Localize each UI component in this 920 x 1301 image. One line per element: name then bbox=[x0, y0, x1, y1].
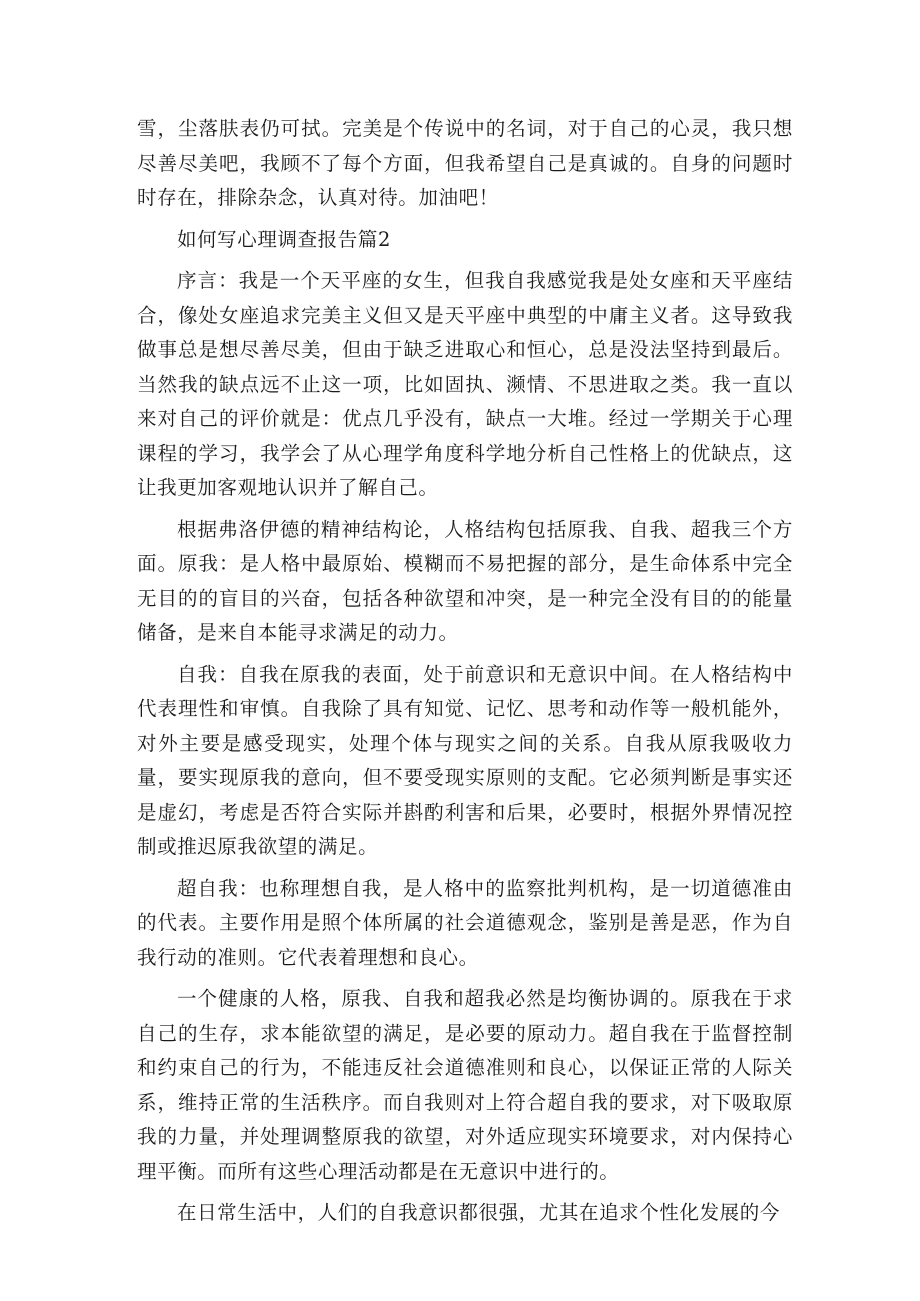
paragraph-freud-structure: 根据弗洛伊德的精神结构论，人格结构包括原我、自我、超我三个方面。原我：是人格中最原始、模糊而不易把握的部分，是生命体系中完全无目的的盲目的兴奋，包括各种欲望和冲突，是一种完全没有目的的能量储备，是来自本能寻求满足的动力。 bbox=[137, 517, 793, 644]
paragraph-superego: 超自我：也称理想自我，是人格中的监察批判机构，是一切道德准由的代表。主要作用是照个体所属的社会道德观念，鉴别是善是恶，作为自我行动的准则。它代表着理想和良心。 bbox=[137, 876, 793, 969]
paragraph-preface: 序言：我是一个天平座的女生，但我自我感觉我是处女座和天平座结合，像处女座追求完美主义但又是天平座中典型的中庸主义者。这导致我做事总是想尽善尽美，但由于缺乏进取心和恒心，总是没法坚持到最后。当然我的缺点远不止这一项，比如固执、濒情、不思进取之类。我一直以来对自己的评价就是：优点几乎没有，缺点一大堆。经过一学期关于心理课程的学习，我学会了从心理学角度科学地分析自己性格上的优缺点，这让我更加客观地认识并了解自己。 bbox=[137, 269, 793, 499]
paragraph-healthy-personality: 一个健康的人格，原我、自我和超我必然是均衡协调的。原我在于求自己的生存，求本能欲望的满足，是必要的原动力。超自我在于监督控制和约束自己的行为，不能违反社会道德准则和良心，以保证正常的人际关系，维持正常的生活秩序。而自我则对上符合超自我的要求，对下吸取原我的力量，并处理调整原我的欲望，对外适应现实环境要求，对内保持心理平衡。而所有这些心理活动都是在无意识中进行的。 bbox=[137, 987, 793, 1183]
document-body bbox=[137, 112, 793, 1231]
section-heading: 如何写心理调查报告篇2 bbox=[176, 227, 391, 251]
paragraph-ego: 自我：自我在原我的表面，处于前意识和无意识中间。在人格结构中代表理性和审慎。自我除了具有知觉、记忆、思考和动作等一般机能外，对外主要是感受现实，处理个体与现实之间的关系。自我从原我吸收力量，要实现原我的意向，但不要受现实原则的支配。它必须判断是事实还是虚幻，考虑是否符合实际并斟酌利害和后果，必要时，根据外界情况控制或推迟原我欲望的满足。 bbox=[137, 662, 793, 858]
paragraph-daily-life: 在日常生活中，人们的自我意识都很强，尤其在追求个性化发展的今 bbox=[176, 1201, 780, 1224]
paragraph-continuation: 雪，尘落肤表仍可拭。完美是个传说中的名词，对于自己的心灵，我只想尽善尽美吧，我顾不了每个方面，但我希望自己是真诚的。自身的问题时时存在，排除杂念，认真对待。加油吧！ bbox=[137, 117, 793, 209]
